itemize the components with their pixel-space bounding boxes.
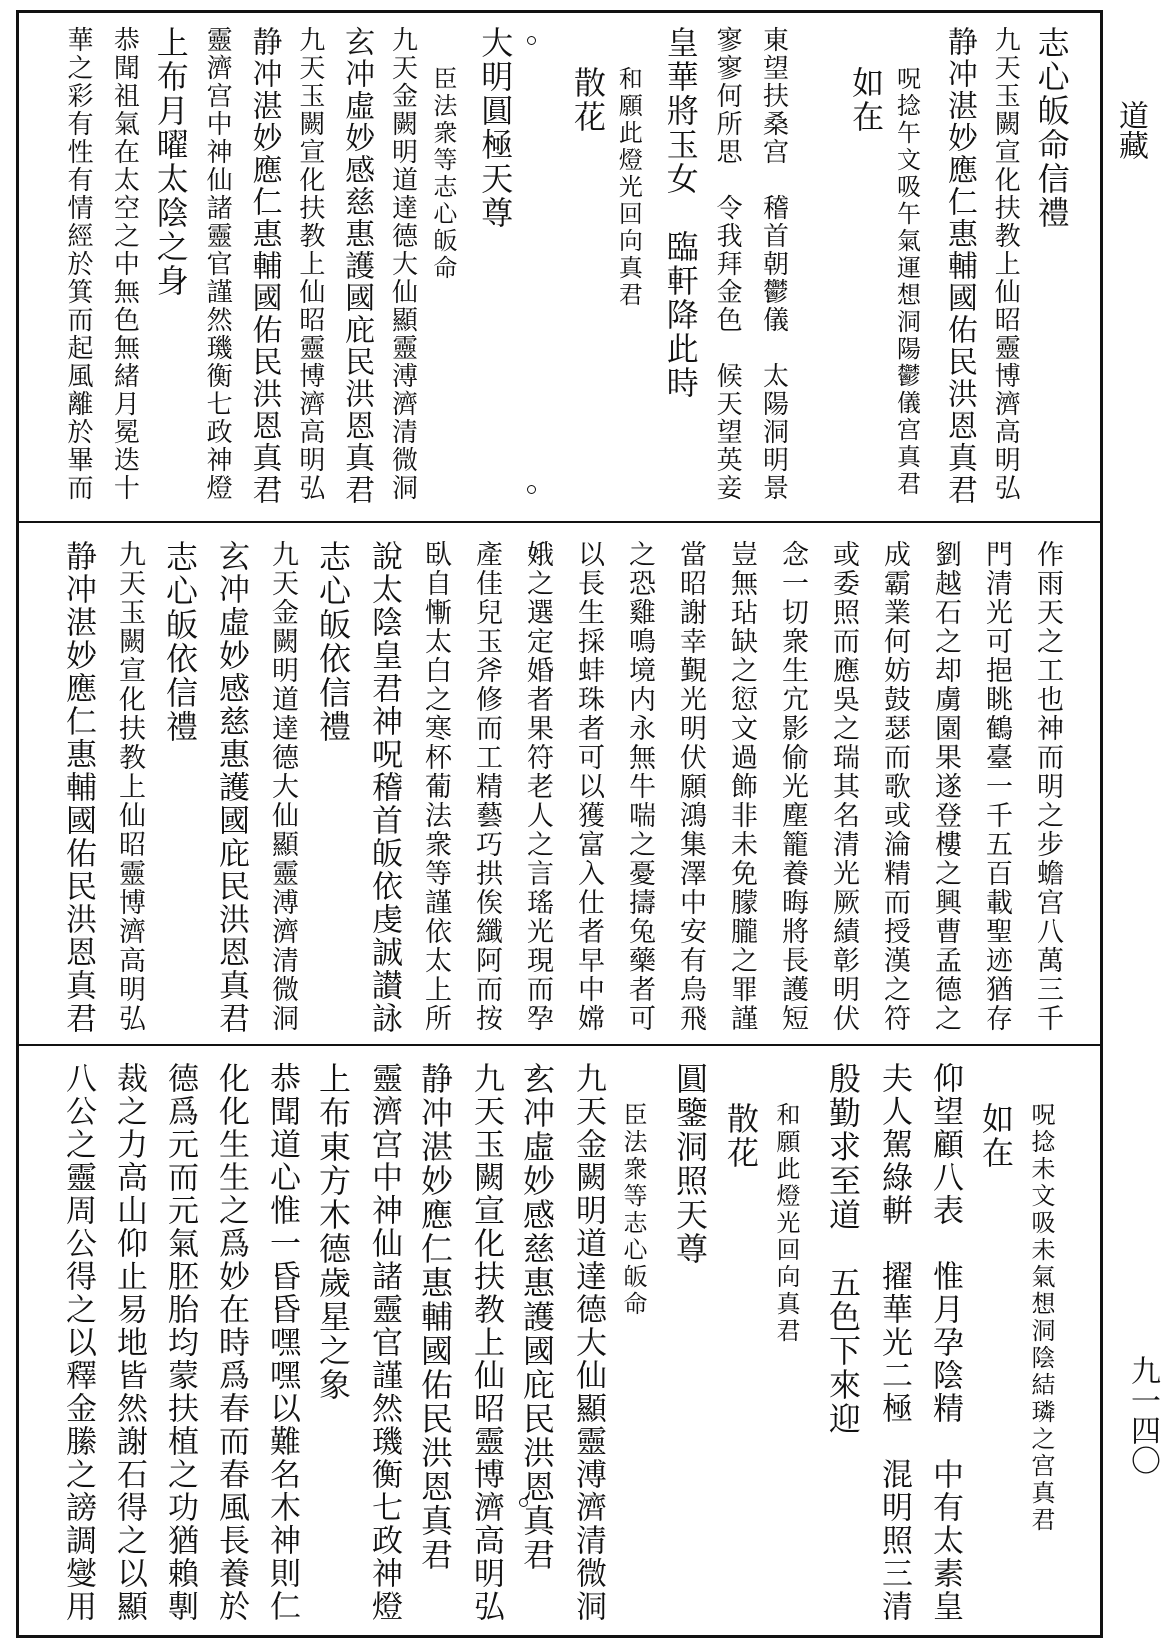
- text-column: 静冲湛妙應仁惠輔國佑民洪恩真君: [246, 26, 282, 506]
- circle-mark: [527, 36, 536, 45]
- text-column: 門清光可挹眺鶴臺一千五百載聖迹猶存: [981, 540, 1012, 1033]
- text-column: 志心皈命信禮: [1032, 26, 1071, 230]
- text-column: 殷勤求至道 五色下來迎: [824, 1062, 862, 1436]
- text-column: 如在: [977, 1102, 1015, 1170]
- text-column: 靈濟宫中神仙諸靈官謹然璣衡七政神燈: [202, 26, 233, 502]
- text-column: 呪捻午文吸午氣運想洞陽鬱儀宫真君: [892, 66, 921, 498]
- text-column: 臣法衆等志心皈命: [619, 1102, 647, 1318]
- text-column: 九天金闕明道達德大仙顯靈溥濟清微洞: [267, 540, 298, 1033]
- text-column: 東望扶桑宫 稽首朝鬱儀 太陽洞明景: [758, 26, 789, 502]
- book-title: 道藏: [1113, 100, 1148, 160]
- page-number: 九一四〇: [1125, 1355, 1160, 1475]
- text-column: 九天金闕明道達德大仙顯靈溥濟清微洞: [387, 26, 418, 502]
- circle-mark: [529, 1006, 538, 1015]
- text-column: 夫人駕綠輧 擢華光二極 混明照三清: [876, 1062, 912, 1623]
- text-column: 八公之靈周公得之以釋金縢之謗調燮用: [60, 1062, 96, 1623]
- text-column: 散花: [569, 66, 607, 134]
- text-column: 說太陰皇君神呪稽首皈依虔誠讃詠: [366, 540, 402, 1035]
- circle-mark: [527, 485, 536, 494]
- text-column: 和願此燈光回向真君: [772, 1102, 800, 1345]
- text-column: 臥自慚太白之寒杯葡法衆等謹依太上所: [420, 540, 451, 1033]
- text-column: 九天玉闕宣化扶教上仙昭靈博濟高明弘: [114, 540, 145, 1033]
- panel-divider-2: [16, 1044, 1103, 1046]
- text-column: 之恐雞鳴境内永無牛喘之憂擣兔藥者可: [624, 540, 655, 1033]
- text-column: 上布月曜太陰之身: [151, 26, 190, 298]
- text-column: 静冲湛妙應仁惠輔國佑民洪恩真君: [941, 26, 977, 506]
- text-column: 恭聞道心惟一昏昏嘿嘿以難名木神則仁: [264, 1062, 300, 1623]
- text-column: 以長生採蚌珠者可以獲富入仕者早中嫦: [573, 540, 604, 1033]
- circle-mark: [531, 1068, 540, 1077]
- text-column: 裁之力高山仰止易地皆然謝石得之以顯: [111, 1062, 147, 1623]
- text-column: 化化生生之爲妙在時爲春而春風長養於: [213, 1062, 249, 1623]
- text-column: 静冲湛妙應仁惠輔國佑民洪恩真君: [416, 1062, 454, 1572]
- text-column: 華之彩有性有情經於箕而起風離於畢而: [63, 26, 93, 502]
- text-column: 娥之選定婚者果符老人之言瑤光現而孕: [522, 540, 553, 1033]
- text-column: 當昭謝幸覲光明伏願鴻集澤中安有烏飛: [675, 540, 706, 1033]
- text-column: 念一切衆生宂影偷光塵籠養晦將長護短: [777, 540, 808, 1033]
- text-column: 劉越石之却虜園果遂登樓之興曹孟德之: [930, 540, 961, 1033]
- text-column: 產佳兒玉斧修而工精藝巧拱俟纖阿而按: [471, 540, 502, 1033]
- text-column: 玄冲虛妙感慈惠護國庇民洪恩真君: [213, 540, 249, 1035]
- text-column: 上布東方木德歲星之象: [314, 1062, 352, 1402]
- text-column: 玄冲虛妙感慈惠護國庇民洪恩真君: [339, 26, 375, 506]
- text-column: 九天金闕明道達德大仙顯靈溥濟清微洞: [570, 1062, 606, 1623]
- text-column: 和願此燈光回向真君: [614, 66, 643, 309]
- text-column: 圓鑒洞照天尊: [671, 1062, 709, 1266]
- text-column: 寥寥何所思 令我拜金色 候天望英妾: [712, 26, 743, 502]
- text-column: 仰望顧八表 惟月孕陰精 中有太素皇: [927, 1062, 963, 1623]
- text-column: 大明圓極天尊: [476, 26, 515, 230]
- text-column: 志心皈依信禮: [161, 540, 199, 744]
- text-column: 恭聞祖氣在太空之中無色無緒月冕迭十: [109, 26, 140, 502]
- text-column: 呪捻未文吸未氣想洞陰結璘之宫真君: [1027, 1102, 1055, 1534]
- text-column: 豈無玷缺之愆文過飾非未免朦朧之罪謹: [726, 540, 757, 1033]
- text-column: 或委照而應吳之瑞其名清光厥績彰明伏: [828, 540, 859, 1033]
- text-column: 皇華將玉女 臨軒降此時: [661, 26, 700, 400]
- panel-divider-1: [16, 521, 1103, 523]
- text-column: 德爲元而元氣胚胎均蒙扶植之功猶賴剸: [162, 1062, 198, 1623]
- text-column: 九天玉闕宣化扶教上仙昭靈博濟高明弘: [468, 1062, 504, 1623]
- text-column: 九天玉闕宣化扶教上仙昭靈博濟高明弘: [990, 26, 1021, 502]
- circle-mark: [519, 1498, 528, 1507]
- text-column: 臣法衆等志心皈命: [428, 66, 457, 282]
- circle-mark: [529, 547, 538, 556]
- text-column: 志心皈依信禮: [314, 540, 352, 744]
- text-column: 靈濟宫中神仙諸靈官謹然璣衡七政神燈: [366, 1062, 402, 1623]
- text-column: 玄冲虛妙感慈惠護國庇民洪恩真君: [518, 1062, 556, 1572]
- text-column: 如在: [847, 66, 886, 134]
- text-column: 九天玉闕宣化扶教上仙昭靈博濟高明弘: [294, 26, 325, 502]
- text-column: 静冲湛妙應仁惠輔國佑民洪恩真君: [60, 540, 96, 1035]
- text-column: 散花: [722, 1102, 760, 1170]
- text-column: 成霸業何妨鼓瑟而歌或淪精而授漢之符: [879, 540, 910, 1033]
- text-column: 作雨天之工也神而明之步蟾宫八萬三千: [1032, 540, 1063, 1033]
